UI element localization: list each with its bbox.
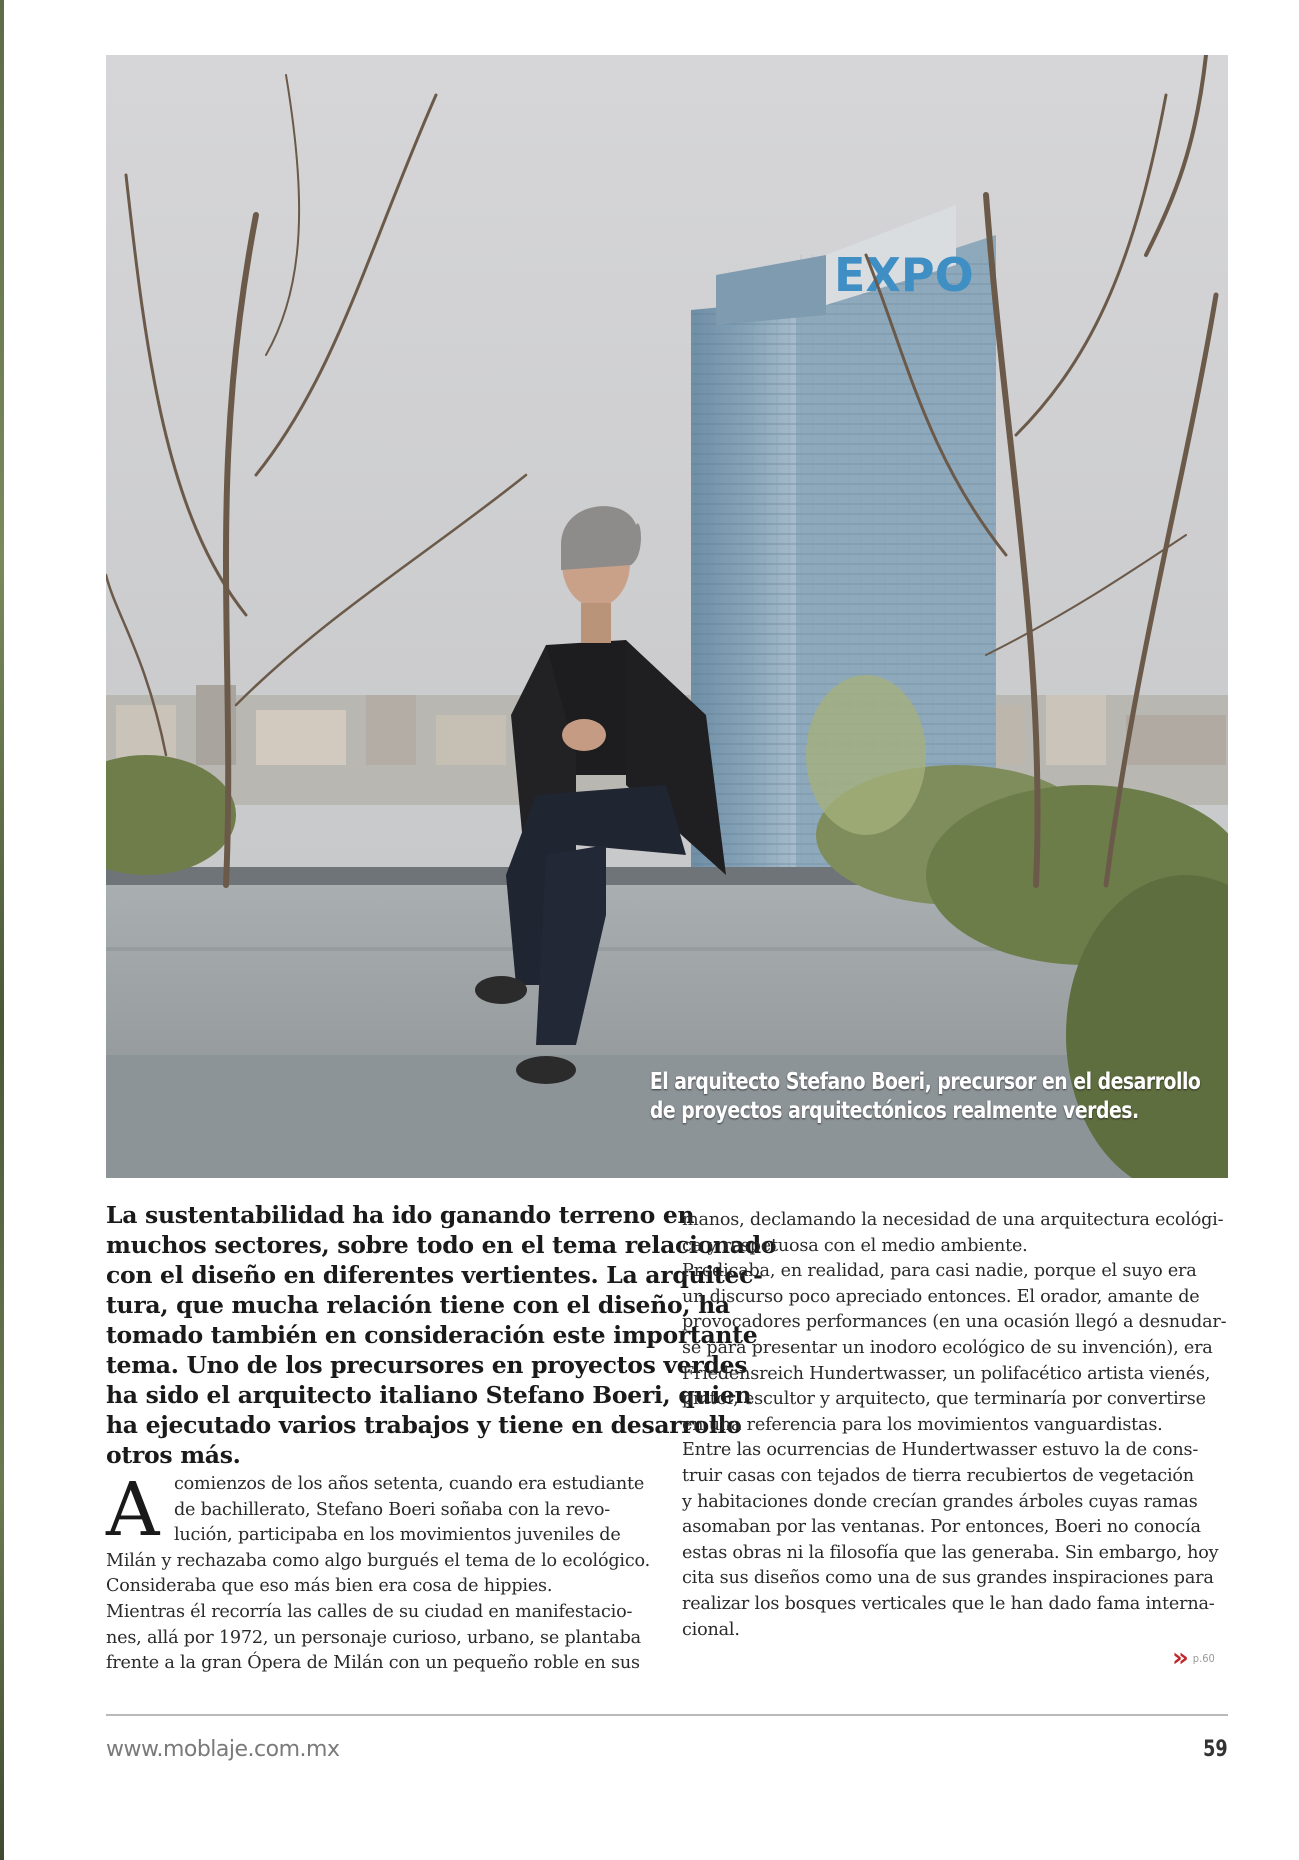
footer-divider: [106, 1714, 1228, 1716]
body-line: y habitaciones donde crecían grandes árboles cuyas ramas: [682, 1491, 1198, 1512]
lead-line: La sustentabilidad ha ido ganando terreno en: [106, 1201, 695, 1229]
body-line: frente a la gran Ópera de Milán con un pequeño roble en sus: [106, 1653, 640, 1674]
page-number: 59: [1203, 1737, 1228, 1762]
caption-line: El arquitecto Stefano Boeri, precursor en el desarrollo: [649, 1069, 1200, 1095]
lead-line: muchos sectores, sobre todo en el tema relacionado: [106, 1231, 777, 1259]
footer-url[interactable]: www.moblaje.com.mx: [106, 1737, 340, 1762]
lead-line: ha sido el arquitecto italiano Stefano Boeri, quien: [106, 1381, 752, 1409]
body-line: de bachillerato, Stefano Boeri soñaba con la revo-: [174, 1499, 611, 1520]
body-line: Friedensreich Hundertwasser, un polifacético artista vienés,: [682, 1363, 1211, 1384]
body-line: nes, allá por 1972, un personaje curioso, urbano, se plantaba: [106, 1627, 641, 1648]
lead-line: tura, que mucha relación tiene con el diseño, ha: [106, 1291, 730, 1319]
body-line: Entre las ocurrencias de Hundertwasser estuvo la de cons-: [682, 1440, 1199, 1461]
page-edge-strip: [0, 0, 4, 1860]
body-line: cional.: [682, 1619, 740, 1640]
body-line: Consideraba que eso más bien era cosa de hippies.: [106, 1576, 553, 1597]
body-line: comienzos de los años setenta, cuando era estudiante: [174, 1474, 645, 1494]
body-line: ca y respetuosa con el medio ambiente.: [682, 1235, 1028, 1256]
body-column-right: [682, 1208, 1228, 1643]
continue-page-ref: p.60: [1192, 1651, 1215, 1665]
body-line: Predicaba, en realidad, para casi nadie, porque el suyo era: [682, 1261, 1197, 1282]
body-line: asomaban por las ventanas. Por entonces, Boeri no conocía: [682, 1517, 1201, 1538]
body-line: truir casas con tejados de tierra recubiertos de vegetación: [682, 1465, 1194, 1486]
lead-line: ha ejecutado varios trabajos y tiene en desarrollo: [106, 1411, 742, 1439]
caption-line: de proyectos arquitectónicos realmente verdes.: [649, 1098, 1139, 1124]
photo-illustration: [106, 55, 1228, 1178]
body-line: lución, participaba en los movimientos juveniles de: [174, 1525, 621, 1546]
body-line: cita sus diseños como una de sus grandes inspiraciones para: [682, 1568, 1214, 1589]
body-line: en una referencia para los movimientos vanguardistas.: [682, 1414, 1163, 1435]
double-chevron-right-icon: »: [1172, 1643, 1183, 1673]
body-line: realizar los bosques verticales que le han dado fama interna-: [682, 1593, 1215, 1614]
feature-photo: [106, 55, 1228, 1178]
body-column-left: [106, 1467, 651, 1677]
svg-text:EXPO: EXPO: [834, 248, 974, 302]
photo-caption: [649, 1068, 1200, 1126]
lead-line: con el diseño en diferentes vertientes. La arquitec-: [106, 1261, 763, 1289]
lead-line: otros más.: [106, 1441, 241, 1469]
body-line: provocadores performances (en una ocasión llegó a desnudar-: [682, 1312, 1227, 1333]
body-line: estas obras ni la filosofía que las generaba. Sin embargo, hoy: [682, 1542, 1219, 1563]
body-line: se para presentar un inodoro ecológico de su invención), era: [682, 1337, 1213, 1358]
continue-marker[interactable]: [1172, 1643, 1215, 1673]
body-line: Mientras él recorría las calles de su ciudad en manifestacio-: [106, 1601, 633, 1622]
drop-cap: A: [106, 1467, 160, 1553]
lead-paragraph: [106, 1200, 777, 1470]
body-line: pintor, escultor y arquitecto, que terminaría por convertirse: [682, 1389, 1206, 1410]
body-line: un discurso poco apreciado entonces. El orador, amante de: [682, 1286, 1200, 1307]
lead-line: tomado también en consideración este importante: [106, 1321, 758, 1349]
body-line: Milán y rechazaba como algo burgués el tema de lo ecológico.: [106, 1550, 650, 1571]
body-line: manos, declamando la necesidad de una arquitectura ecológi-: [682, 1210, 1224, 1230]
lead-line: tema. Uno de los precursores en proyectos verdes: [106, 1351, 748, 1379]
